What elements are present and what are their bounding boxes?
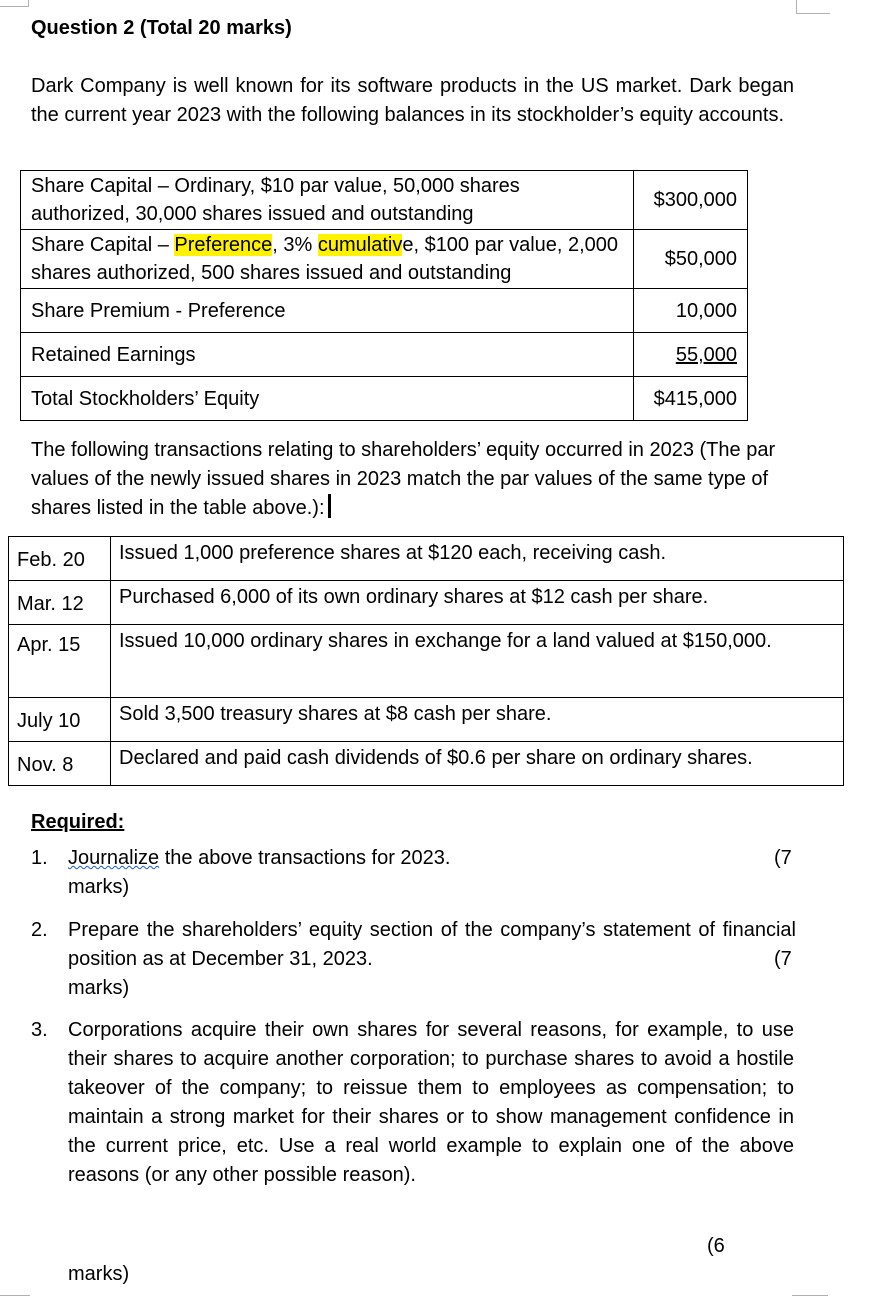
equity-row — [21, 230, 748, 289]
equity-amount: $50,000 — [634, 230, 748, 289]
crop-mark-bottom-right — [792, 1295, 828, 1296]
required-item-2-marks: (7 — [774, 948, 792, 970]
highlight-preference: Preference — [174, 234, 273, 256]
required-item-2-marks-close: marks) — [68, 977, 130, 999]
transaction-date: July 10 — [9, 698, 111, 742]
transaction-desc: Purchased 6,000 of its own ordinary shares at $12 cash per share. — [111, 581, 844, 625]
required-item-1-text: Journalize the above transactions for 2023. — [68, 847, 451, 869]
equity-row — [21, 333, 748, 377]
transaction-date: Mar. 12 — [9, 581, 111, 625]
crop-mark-top-left-h — [0, 6, 28, 7]
transaction-row — [9, 581, 844, 625]
required-item-3-marks-close: marks) — [68, 1263, 130, 1285]
equity-row — [21, 289, 748, 333]
required-item-2-number: 2. — [31, 919, 48, 941]
crop-mark-top-left-v — [28, 0, 29, 7]
required-item-1-number: 1. — [31, 847, 48, 869]
transaction-row — [9, 698, 844, 742]
equity-amount: $415,000 — [634, 377, 748, 421]
equity-amount: 55,000 — [634, 333, 748, 377]
crop-mark-top-right-h — [796, 13, 830, 14]
question-title: Question 2 (Total 20 marks) — [31, 17, 292, 39]
equity-label: Retained Earnings — [21, 333, 634, 377]
required-heading: Required: — [31, 811, 125, 833]
equity-row — [21, 171, 748, 230]
transaction-row — [9, 625, 844, 698]
equity-label: Total Stockholders’ Equity — [21, 377, 634, 421]
transactions-table — [8, 536, 844, 786]
transaction-desc: Sold 3,500 treasury shares at $8 cash per share. — [111, 698, 844, 742]
transaction-desc: Issued 1,000 preference shares at $120 each, receiving cash. — [111, 537, 844, 581]
required-item-3-number: 3. — [31, 1019, 48, 1041]
equity-amount: 10,000 — [634, 289, 748, 333]
required-item-3-marks: (6 — [707, 1235, 725, 1257]
transactions-intro: The following transactions relating to shareholders’ equity occurred in 2023 (The par values of the newly issued shares in 2023 match the par values of the same type of shares listed in the table above.): — [31, 439, 776, 519]
transaction-date: Apr. 15 — [9, 625, 111, 698]
equity-amount: $300,000 — [634, 171, 748, 230]
crop-mark-top-right-v — [796, 0, 797, 14]
crop-mark-bottom-left — [0, 1295, 30, 1296]
equity-label: Share Capital – Ordinary, $10 par value, 50,000 shares authorized, 30,000 shares issued and outstanding — [21, 171, 634, 230]
intro-paragraph: Dark Company is well known for its software products in the US market. Dark began the current year 2023 with the following balances in its stockholder’s equity accounts. — [31, 75, 794, 126]
transaction-desc: Declared and paid cash dividends of $0.6 per share on ordinary shares. — [111, 742, 844, 786]
highlight-cumulative: cumulativ — [317, 234, 403, 256]
transaction-date: Feb. 20 — [9, 537, 111, 581]
required-item-1-marks-close: marks) — [68, 876, 130, 898]
equity-label: Share Capital – Preference, 3% cumulative, $100 par value, 2,000 shares authorized, 500 shares issued and outstanding — [21, 230, 634, 289]
required-item-2-text: Prepare the shareholders’ equity section of the company’s statement of financial position as at December 31, 2023. — [68, 919, 796, 970]
transaction-row — [9, 742, 844, 786]
text-cursor — [328, 494, 331, 518]
equity-row — [21, 377, 748, 421]
required-item-1-marks: (7 — [774, 847, 792, 869]
transaction-date: Nov. 8 — [9, 742, 111, 786]
required-item-3-text: Corporations acquire their own shares for several reasons, for example, to use their shares to acquire another corporation; to purchase shares to avoid a hostile takeover of the company; to reissue them to employees as compensation; to maintain a strong market for their shares or to show management confidence in the current price, etc. Use a real world example to explain one of the above reasons (or any other possible reason). — [68, 1019, 794, 1186]
equity-label: Share Premium - Preference — [21, 289, 634, 333]
transaction-desc: Issued 10,000 ordinary shares in exchange for a land valued at $150,000. — [111, 625, 844, 698]
equity-balances-table — [20, 170, 748, 421]
transaction-row — [9, 537, 844, 581]
spellcheck-word: Journalize — [68, 847, 160, 869]
